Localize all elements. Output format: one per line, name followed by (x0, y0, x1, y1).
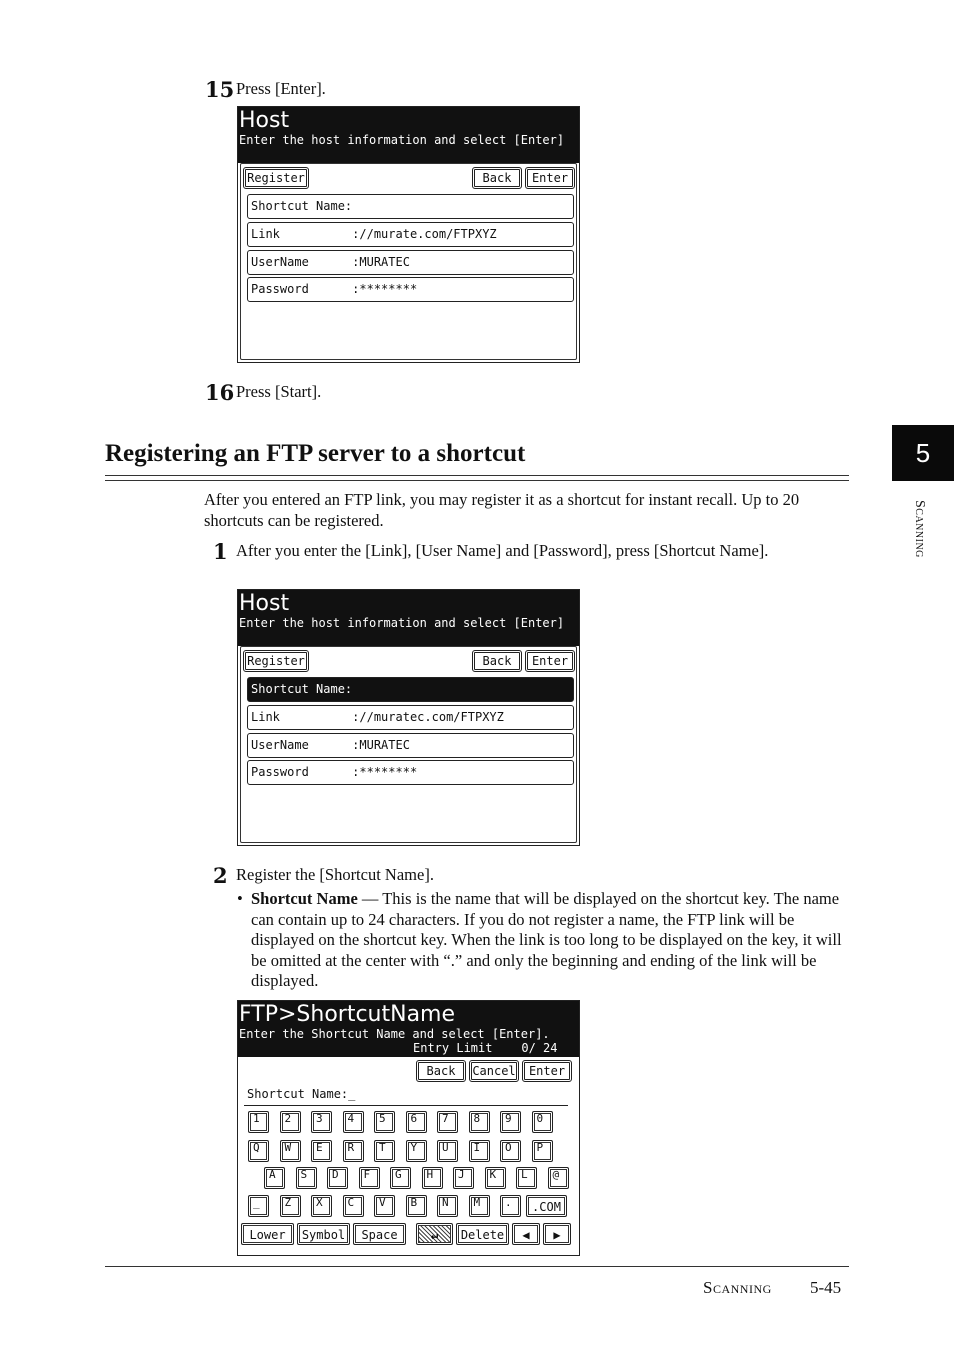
keyboard-key[interactable]: F (359, 1167, 380, 1189)
bullet-text: — This is the name that will be displayed on the shortcut key. The name can contain up to 24 characters. If you do not register a name, the FTP link will be displayed on the shortcut key. When the link is too long to be displayed on the key, it will be omitted at the center with “.” and only the beginning and ending of the link will be displayed. (251, 889, 842, 990)
host-screen-2 (237, 589, 580, 846)
step-number-16: 16 (205, 380, 235, 405)
enter-button[interactable]: Enter (522, 1060, 572, 1082)
keyboard-key[interactable]: M (469, 1195, 490, 1217)
screen-subtitle: Enter the host information and select [Enter] (239, 616, 565, 630)
field-label: Shortcut Name: (251, 199, 353, 213)
page-number: 5-45 (810, 1278, 842, 1297)
enter-button[interactable]: Enter (525, 167, 575, 189)
keyboard-key[interactable]: N (437, 1195, 458, 1217)
field-label: UserName (251, 255, 353, 269)
keyboard-key[interactable]: W (280, 1140, 301, 1162)
input-underline (244, 1105, 568, 1106)
keyboard-key[interactable]: 6 (406, 1111, 427, 1133)
bullet-dot: • (237, 889, 243, 908)
keyboard-key[interactable]: 2 (280, 1111, 301, 1133)
keyboard-key[interactable]: P (532, 1140, 553, 1162)
symbol-key[interactable]: Symbol (297, 1223, 350, 1245)
field-label: Link (251, 710, 353, 724)
field-label: UserName (251, 738, 353, 752)
field-value: :MURATEC (352, 255, 410, 269)
screen-header (238, 590, 579, 646)
field-value: :MURATEC (352, 738, 410, 752)
enter-button[interactable]: Enter (525, 650, 575, 672)
keyboard-key[interactable]: I (469, 1140, 490, 1162)
keyboard-key[interactable]: V (374, 1195, 395, 1217)
heading-rule-bottom (105, 480, 849, 481)
step-2-text: Register the [Shortcut Name]. (236, 865, 434, 884)
password-field[interactable] (247, 277, 574, 302)
left-arrow-icon[interactable]: ◀ (512, 1223, 540, 1245)
keyboard-key[interactable]: 7 (437, 1111, 458, 1133)
link-field[interactable] (247, 705, 574, 730)
keyboard-key[interactable]: B (406, 1195, 427, 1217)
keyboard-key[interactable]: U (437, 1140, 458, 1162)
username-field[interactable] (247, 250, 574, 275)
shortcut-name-bullet (251, 889, 845, 992)
section-heading: Registering an FTP server to a shortcut (105, 440, 526, 467)
keyboard-key[interactable]: Z (280, 1195, 301, 1217)
keyboard-key[interactable]: 3 (311, 1111, 332, 1133)
screen-header (238, 107, 579, 163)
keyboard-key[interactable]: 1 (248, 1111, 269, 1133)
screen-title: Host (239, 591, 290, 616)
keyboard-key[interactable]: 8 (469, 1111, 490, 1133)
back-button[interactable]: Back (416, 1060, 466, 1082)
host-screen-1 (237, 106, 580, 363)
return-key-icon[interactable]: ↵ (416, 1223, 453, 1245)
step-16-text: Press [Start]. (236, 382, 322, 401)
username-field[interactable] (247, 733, 574, 758)
screen-body (240, 163, 577, 360)
register-button[interactable]: Register (243, 167, 309, 189)
keyboard-key[interactable]: L (516, 1167, 537, 1189)
input-label: Shortcut Name: (247, 1087, 349, 1101)
keyboard-key[interactable]: D (327, 1167, 348, 1189)
delete-key[interactable]: Delete (456, 1223, 509, 1245)
screen-body (240, 646, 577, 843)
shortcut-name-screen (237, 1000, 580, 1256)
shortcut-name-input[interactable] (247, 1087, 355, 1101)
keyboard-key[interactable]: G (390, 1167, 411, 1189)
bullet-term: Shortcut Name (251, 889, 358, 908)
field-label: Password (251, 765, 353, 779)
step-number-1: 1 (213, 539, 228, 564)
link-field[interactable] (247, 222, 574, 247)
field-label: Shortcut Name: (251, 682, 353, 696)
register-button[interactable]: Register (243, 650, 309, 672)
chapter-side-label: Scanning (912, 500, 927, 558)
field-label: Password (251, 282, 353, 296)
shortcut-name-field-selected[interactable] (247, 677, 574, 702)
chapter-tab: 5 (892, 425, 954, 481)
cancel-button[interactable]: Cancel (469, 1060, 519, 1082)
keyboard-key[interactable]: Q (248, 1140, 269, 1162)
section-intro: After you entered an FTP link, you may register it as a shortcut for instant recall. Up to 20 shortcuts can be registered. (204, 490, 800, 530)
footer-rule (105, 1266, 849, 1267)
keyboard-key[interactable]: S (296, 1167, 317, 1189)
entry-limit: Entry Limit 0/ 24 (413, 1041, 558, 1055)
screen-subtitle: Enter the host information and select [Enter] (239, 133, 565, 147)
step-number-2: 2 (213, 863, 228, 888)
screen-title: Host (239, 108, 290, 133)
field-value: ://muratec.com/FTPXYZ (352, 710, 504, 724)
space-key[interactable]: Space (353, 1223, 406, 1245)
field-value: :******** (352, 765, 418, 779)
field-value: :******** (352, 282, 418, 296)
lower-key[interactable]: Lower (241, 1223, 294, 1245)
keyboard-key[interactable]: 9 (500, 1111, 521, 1133)
field-label: Link (251, 227, 353, 241)
screen-title: FTP>ShortcutName (239, 1002, 456, 1027)
keyboard-key[interactable]: A (264, 1167, 285, 1189)
keyboard-key[interactable]: O (500, 1140, 521, 1162)
screen-header (238, 1001, 579, 1057)
step-1-text: After you enter the [Link], [User Name] and [Password], press [Shortcut Name]. (236, 541, 769, 560)
step-15-text: Press [Enter]. (236, 79, 326, 98)
keyboard-key[interactable]: R (343, 1140, 364, 1162)
keyboard-key[interactable]: 5 (374, 1111, 395, 1133)
keyboard-key[interactable]: @ (548, 1167, 569, 1189)
right-arrow-icon[interactable]: ▶ (543, 1223, 571, 1245)
keyboard-key[interactable]: 4 (343, 1111, 364, 1133)
step-number-15: 15 (205, 77, 235, 102)
back-button[interactable]: Back (472, 167, 522, 189)
keyboard-key[interactable]: T (374, 1140, 395, 1162)
footer-section: Scanning (703, 1278, 772, 1297)
keyboard-key[interactable]: X (311, 1195, 332, 1217)
keyboard-key[interactable]: H (422, 1167, 443, 1189)
keyboard-key[interactable]: K (485, 1167, 506, 1189)
keyboard-key[interactable]: _ (248, 1195, 269, 1217)
keyboard-key[interactable]: C (343, 1195, 364, 1217)
keyboard-key[interactable]: J (453, 1167, 474, 1189)
dotcom-key[interactable]: .COM (526, 1195, 567, 1217)
shortcut-name-field[interactable] (247, 194, 574, 219)
password-field[interactable] (247, 760, 574, 785)
keyboard-key[interactable]: E (311, 1140, 332, 1162)
heading-rule-top (105, 475, 849, 476)
text-cursor: _ (348, 1087, 356, 1101)
keyboard-key[interactable]: 0 (532, 1111, 553, 1133)
back-button[interactable]: Back (472, 650, 522, 672)
screen-subtitle: Enter the Shortcut Name and select [Enter]. (239, 1027, 550, 1041)
keyboard-key[interactable]: Y (406, 1140, 427, 1162)
keyboard-key[interactable]: . (500, 1195, 521, 1217)
field-value: ://murate.com/FTPXYZ (352, 227, 497, 241)
